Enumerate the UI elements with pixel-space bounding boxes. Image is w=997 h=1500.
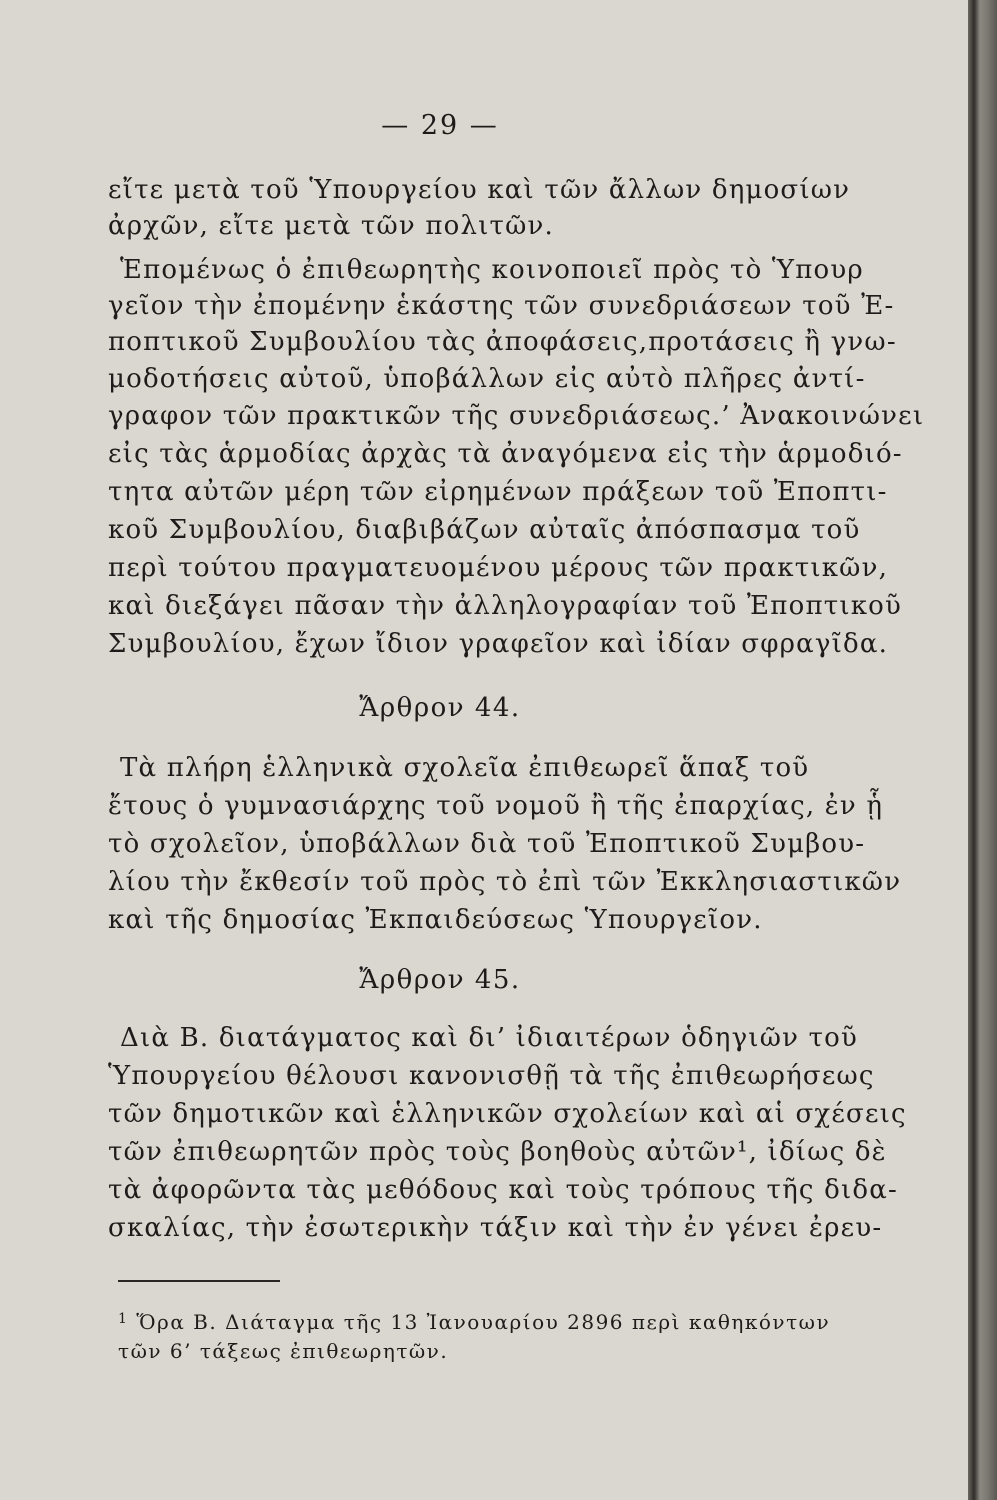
page-number: — 29 — — [381, 110, 499, 141]
paragraph-line: καὶ τῆς δημοσίας Ἐκπαιδεύσεως Ὑπουργεῖον. — [108, 905, 763, 935]
paragraph-line: τῶν ἐπιθεωρητῶν πρὸς τοὺς βοηθοὺς αὐτῶν¹, ἰδίως δὲ — [108, 1137, 887, 1167]
paragraph-line: Ἑπομένως ὁ ἐπιθεωρητὴς κοινοποιεῖ πρὸς τὸ Ὑπουρ — [120, 255, 864, 285]
paragraph-line: τὸ σχολεῖον, ὑποβάλλων διὰ τοῦ Ἐποπτικοῦ Συμβου- — [108, 829, 866, 859]
paragraph-line: τῶν δημοτικῶν καὶ ἑλληνικῶν σχολείων καὶ αἱ σχέσεις — [108, 1099, 907, 1129]
paragraph-line: περὶ τούτου πραγματευομένου μέρους τῶν πρακτικῶν, — [108, 553, 889, 583]
paragraph-line: ἀρχῶν, εἴτε μετὰ τῶν πολιτῶν. — [108, 211, 555, 241]
article-heading: Ἄρθρον 44. — [359, 693, 521, 723]
paragraph-line: γραφον τῶν πρακτικῶν τῆς συνεδριάσεως.’ Ἀνακοινώνει — [108, 401, 925, 431]
paragraph-line: ποπτικοῦ Συμβουλίου τὰς ἀποφάσεις,προτάσεις ἢ γνω- — [108, 327, 897, 357]
footnote-marker: 1 — [118, 1311, 129, 1327]
footnote-divider — [118, 1280, 280, 1282]
paragraph-line: κοῦ Συμβουλίου, διαβιβάζων αὐταῖς ἀπόσπασμα τοῦ — [108, 515, 861, 545]
page-edge — [968, 0, 997, 1500]
footnote-line — [118, 1305, 831, 1336]
paragraph-line: τὰ ἀφορῶντα τὰς μεθόδους καὶ τοὺς τρόπους τῆς διδα- — [108, 1175, 898, 1205]
paragraph-line: Διὰ Β. διατάγματος καὶ δι’ ἰδιαιτέρων ὁδηγιῶν τοῦ — [120, 1023, 859, 1053]
paragraph-line: Τὰ πλήρη ἑλληνικὰ σχολεῖα ἐπιθεωρεῖ ἅπαξ τοῦ — [120, 753, 810, 783]
paragraph-line: σκαλίας, τὴν ἐσωτερικὴν τάξιν καὶ τὴν ἐν γένει ἐρευ- — [108, 1213, 883, 1243]
paragraph-line: ἔτους ὁ γυμνασιάρχης τοῦ νομοῦ ἢ τῆς ἐπαρχίας, ἐν ᾗ — [108, 791, 884, 821]
paragraph-line: μοδοτήσεις αὐτοῦ, ὑποβάλλων εἰς αὐτὸ πλῆρες ἀντί- — [108, 364, 866, 394]
footnote-text: Ὅρα Β. Διάταγμα τῆς 13 Ἰανουαρίου 2896 περὶ καθηκόντων — [136, 1310, 831, 1334]
paragraph-line: καὶ διεξάγει πᾶσαν τὴν ἀλληλογραφίαν τοῦ Ἐποπτικοῦ — [108, 591, 903, 621]
article-heading: Ἄρθρον 45. — [359, 965, 521, 995]
paragraph-line: λίου τὴν ἔκθεσίν τοῦ πρὸς τὸ ἐπὶ τῶν Ἐκκλησιαστικῶν — [108, 867, 902, 897]
paragraph-line: τητα αὐτῶν μέρη τῶν εἰρημένων πράξεων τοῦ Ἐποπτι- — [108, 477, 888, 507]
footnote-line: τῶν 6’ τάξεως ἐπιθεωρητῶν. — [118, 1339, 449, 1363]
paragraph-line: γεῖον τὴν ἐπομένην ἑκάστης τῶν συνεδριάσεων τοῦ Ἐ- — [108, 291, 895, 321]
paragraph-line: εἴτε μετὰ τοῦ Ὑπουργείου καὶ τῶν ἄλλων δημοσίων — [108, 175, 851, 205]
paragraph-line: Συμβουλίου, ἔχων ἴδιον γραφεῖον καὶ ἰδίαν σφραγῖδα. — [108, 629, 889, 659]
paragraph-line: εἰς τὰς ἁρμοδίας ἀρχὰς τὰ ἀναγόμενα εἰς τὴν ἁρμοδιό- — [108, 439, 903, 469]
paragraph-line: Ὑπουργείου θέλουσι κανονισθῇ τὰ τῆς ἐπιθεωρήσεως — [108, 1061, 875, 1091]
